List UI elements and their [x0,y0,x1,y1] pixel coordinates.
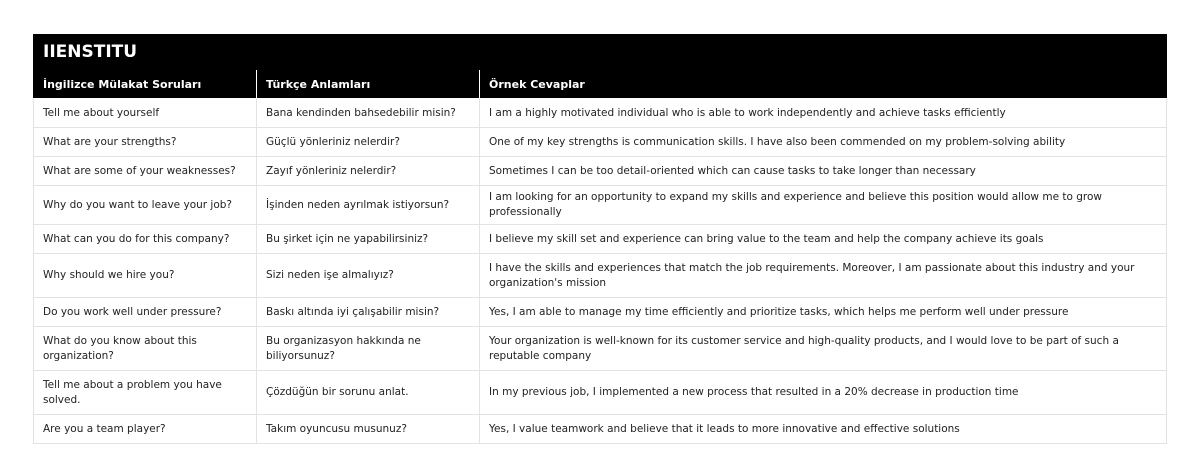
table-header-row [34,70,1167,99]
english-question-cell: Are you a team player? [34,415,257,444]
table-row [34,327,1167,371]
sample-answer-cell: Yes, I value teamwork and believe that it leads to more innovative and effective solutions [480,415,1167,444]
sample-answer-cell: I am looking for an opportunity to expand my skills and experience and believe this position would allow me to grow professionally [480,186,1167,225]
column-header-english-questions: İngilizce Mülakat Soruları [34,70,257,99]
english-question-cell: What can you do for this company? [34,225,257,254]
turkish-meaning-cell: Takım oyuncusu musunuz? [257,415,480,444]
sample-answer-cell: In my previous job, I implemented a new process that resulted in a 20% decrease in production time [480,371,1167,415]
column-header-sample-answers: Örnek Cevaplar [480,70,1167,99]
sample-answer-cell: Sometimes I can be too detail-oriented which can cause tasks to take longer than necessary [480,157,1167,186]
turkish-meaning-cell: Çözdüğün bir sorunu anlat. [257,371,480,415]
table-row [34,415,1167,444]
table-row [34,99,1167,128]
column-header-turkish-meanings: Türkçe Anlamları [257,70,480,99]
english-question-cell: Tell me about yourself [34,99,257,128]
sample-answer-cell: Your organization is well-known for its customer service and high-quality products, and I would love to be part of such a reputable company [480,327,1167,371]
turkish-meaning-cell: Baskı altında iyi çalışabilir misin? [257,298,480,327]
table-row [34,225,1167,254]
english-question-cell: What are your strengths? [34,128,257,157]
turkish-meaning-cell: Sizi neden işe almalıyız? [257,254,480,298]
english-question-cell: Why should we hire you? [34,254,257,298]
table-row [34,186,1167,225]
turkish-meaning-cell: Zayıf yönleriniz nelerdir? [257,157,480,186]
interview-questions-table-container [33,34,1166,444]
table-row [34,298,1167,327]
table-title-row [34,35,1167,70]
turkish-meaning-cell: Bu organizasyon hakkında ne biliyorsunuz? [257,327,480,371]
english-question-cell: Tell me about a problem you have solved. [34,371,257,415]
interview-questions-table [33,34,1167,444]
table-row [34,128,1167,157]
turkish-meaning-cell: Bu şirket için ne yapabilirsiniz? [257,225,480,254]
turkish-meaning-cell: Bana kendinden bahsedebilir misin? [257,99,480,128]
english-question-cell: Do you work well under pressure? [34,298,257,327]
english-question-cell: Why do you want to leave your job? [34,186,257,225]
sample-answer-cell: Yes, I am able to manage my time efficiently and prioritize tasks, which helps me perform well under pressure [480,298,1167,327]
turkish-meaning-cell: Güçlü yönleriniz nelerdir? [257,128,480,157]
english-question-cell: What are some of your weaknesses? [34,157,257,186]
table-row [34,371,1167,415]
sample-answer-cell: I have the skills and experiences that match the job requirements. Moreover, I am passionate about this industry and your organization's mission [480,254,1167,298]
sample-answer-cell: One of my key strengths is communication skills. I have also been commended on my problem-solving ability [480,128,1167,157]
table-title: IIENSTITU [34,35,1167,70]
turkish-meaning-cell: İşinden neden ayrılmak istiyorsun? [257,186,480,225]
sample-answer-cell: I am a highly motivated individual who is able to work independently and achieve tasks efficiently [480,99,1167,128]
table-row [34,157,1167,186]
english-question-cell: What do you know about this organization? [34,327,257,371]
table-row [34,254,1167,298]
sample-answer-cell: I believe my skill set and experience can bring value to the team and help the company achieve its goals [480,225,1167,254]
